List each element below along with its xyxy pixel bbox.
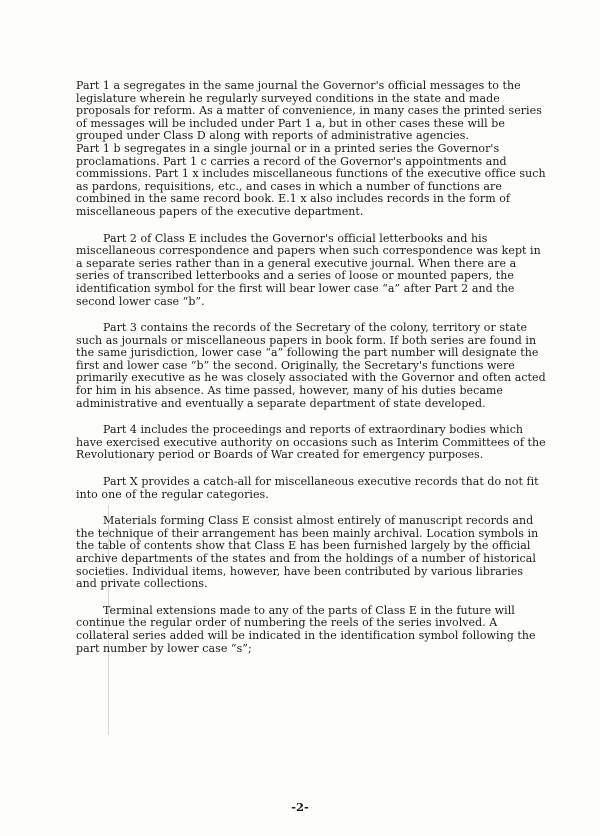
paragraph-part-1b: Part 1 b segregates in a single journal or in a printed series the Governor's proclamations. Part 1 c carries a record of the Governor's appointments and commissions. Part 1 x includes miscellaneous functions of the executive office such as pardons, requisitions, etc., and cases in which a number of functions are combined in the same record book. E.1 x also includes records in the form of miscellaneous papers of the executive department. xyxy=(76,141,546,218)
page-number: -2- xyxy=(291,800,309,814)
paragraph-part-4: Part 4 includes the proceedings and reports of extraordinary bodies which have exercised executive authority on occasions such as Interim Committees of the Revolutionary period or Boards of War created for emergency purposes. xyxy=(76,423,546,462)
paragraph-terminal-extensions: Terminal extensions made to any of the parts of Class E in the future will continue the regular order of numbering the reels of the series involved. A collateral series added will be indicated in the identification symbol following the part number by lower case “s”; xyxy=(76,603,536,655)
paragraph-part-3: Part 3 contains the records of the Secretary of the colony, territory or state such as journals or miscellaneous papers in book form. If both series are found in the same jurisdiction, lower case “a” following the part number will designate the first and lower case “b” the second. Originally, the Secretary's functions were primarily executive as he was closely associated with the Governor and often acted for him in his absence. As time passed, however, many of his duties became administrative and eventually a separate department of state developed. xyxy=(76,321,546,410)
paragraph-materials: Materials forming Class E consist almost entirely of manuscript records and the technique of their arrangement has been mainly archival. Location symbols in the table of contents show that Class E has been furnished largely by the official archive departments of the states and from the holdings of a number of historical societies. Individual items, however, have been contributed by various libraries and private collections. xyxy=(76,514,539,591)
paragraph-part-1a: Part 1 a segregates in the same journal the Governor's official messages to the legislature wherein he regularly surveyed conditions in the state and made proposals for reform. As a matter of convenience, in many cases the printed series of messages will be included under Part 1 a, but in other cases these will be grouped under Class D along with reports of administrative agencies. xyxy=(76,79,542,143)
paragraph-part-2: Part 2 of Class E includes the Governor's official letterbooks and his miscellaneous correspondence and papers when such correspondence was kept in a separate series rather than in a general executive journal. When there are a series of transcribed letterbooks and a series of loose or mounted papers, the identification symbol for the first will bear lower case “a” after Part 2 and the second lower case “b”. xyxy=(76,231,541,308)
paragraph-part-x: Part X provides a catch-all for miscellaneous executive records that do not fit into one of the regular categories. xyxy=(76,475,539,501)
body-text xyxy=(76,80,546,669)
